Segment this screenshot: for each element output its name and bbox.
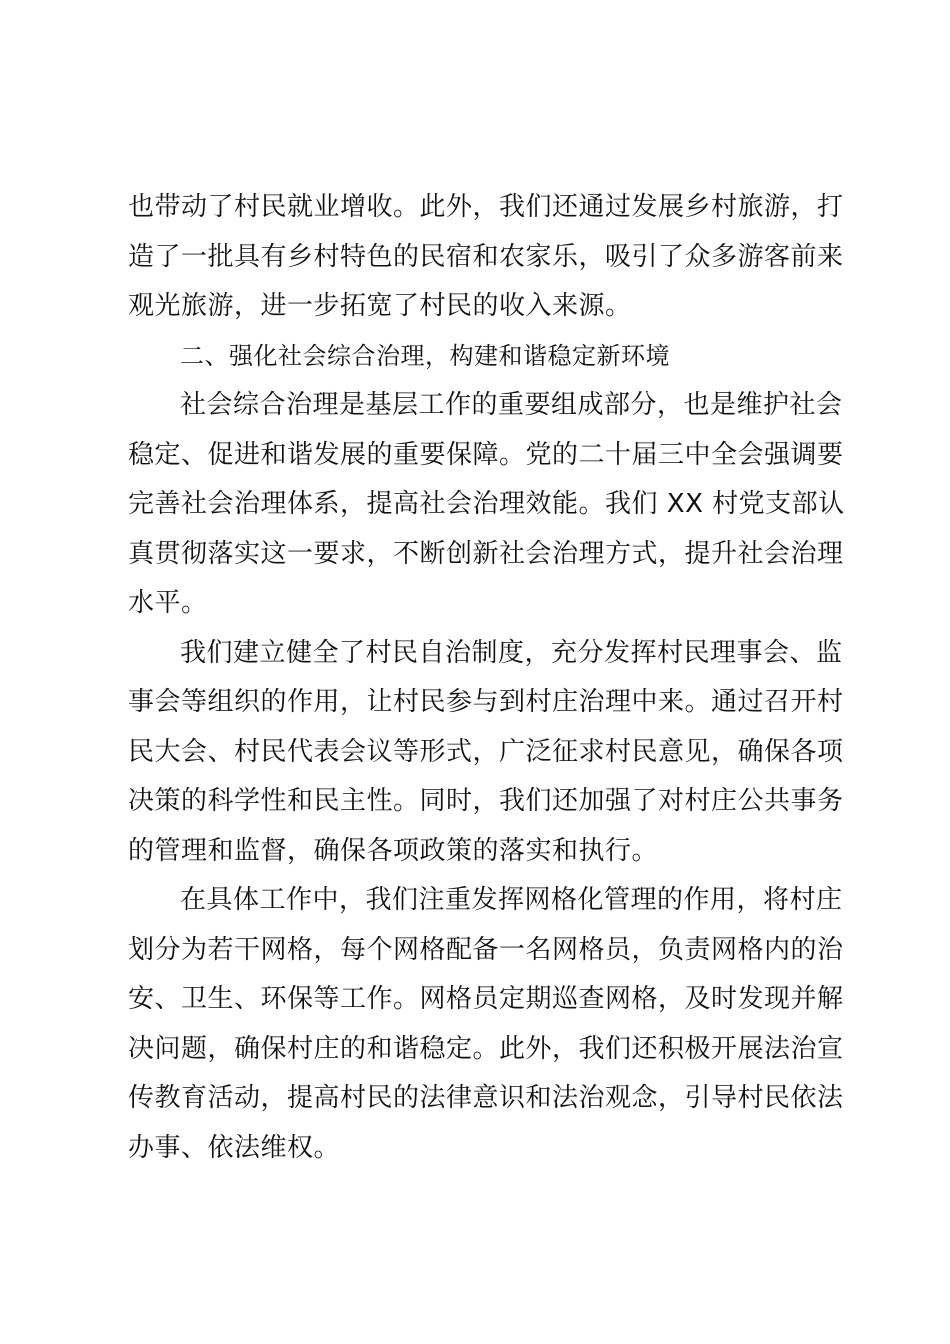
document-body <box>128 183 845 1173</box>
paragraph-social-governance <box>128 381 845 629</box>
paragraph-tourism-income <box>128 183 844 332</box>
paragraph-line: 办事、依法维权。 <box>128 1132 341 1163</box>
paragraph-line: 在具体工作中，我们注重发挥网格化管理的作用，将村庄 <box>180 885 843 915</box>
paragraph-line: 稳定、促进和谐发展的重要保障。党的二十届三中全会强调要 <box>128 439 844 470</box>
paragraph-line: 安、卫生、环保等工作。网格员定期巡查网格，及时发现并解 <box>128 984 844 1014</box>
paragraph-line: 造了一批具有乡村特色的民宿和农家乐，吸引了众多游客前来 <box>128 241 844 272</box>
paragraph-line: 民大会、村民代表会议等形式，广泛征求村民意见，确保各项 <box>128 736 844 767</box>
paragraph-line: 观光旅游，进一步拓宽了村民的收入来源。 <box>128 291 632 321</box>
paragraph-grid-management <box>128 876 844 1173</box>
paragraph-line: 完善社会治理体系，提高社会治理效能。我们 XX 村党支部认 <box>128 489 845 519</box>
paragraph-line: 的管理和监督，确保各项政策的落实和执行。 <box>128 835 659 866</box>
paragraph-line: 真贯彻落实这一要求，不断创新社会治理方式，提升社会治理 <box>128 538 844 569</box>
paragraph-line: 也带动了村民就业增收。此外，我们还通过发展乡村旅游，打 <box>128 192 844 222</box>
section-heading <box>128 332 838 382</box>
paragraph-line: 我们建立健全了村民自治制度，充分发挥村民理事会、监 <box>180 637 843 668</box>
paragraph-line: 传教育活动，提高村民的法律意识和法治观念，引导村民依法 <box>128 1083 844 1113</box>
paragraph-line: 决问题，确保村庄的和谐稳定。此外，我们还积极开展法治宣 <box>128 1033 844 1064</box>
section-heading-text: 二、强化社会综合治理，构建和谐稳定新环境 <box>180 341 670 370</box>
paragraph-line: 决策的科学性和民主性。同时，我们还加强了对村庄公共事务 <box>128 786 844 816</box>
paragraph-villager-autonomy <box>128 629 844 877</box>
paragraph-line: 社会综合治理是基层工作的重要组成部分，也是维护社会 <box>180 390 843 420</box>
paragraph-line: 水平。 <box>128 588 208 618</box>
paragraph-line: 事会等组织的作用，让村民参与到村庄治理中来。通过召开村 <box>128 687 844 717</box>
paragraph-line: 划分为若干网格，每个网格配备一名网格员，负责网格内的治 <box>128 934 844 965</box>
